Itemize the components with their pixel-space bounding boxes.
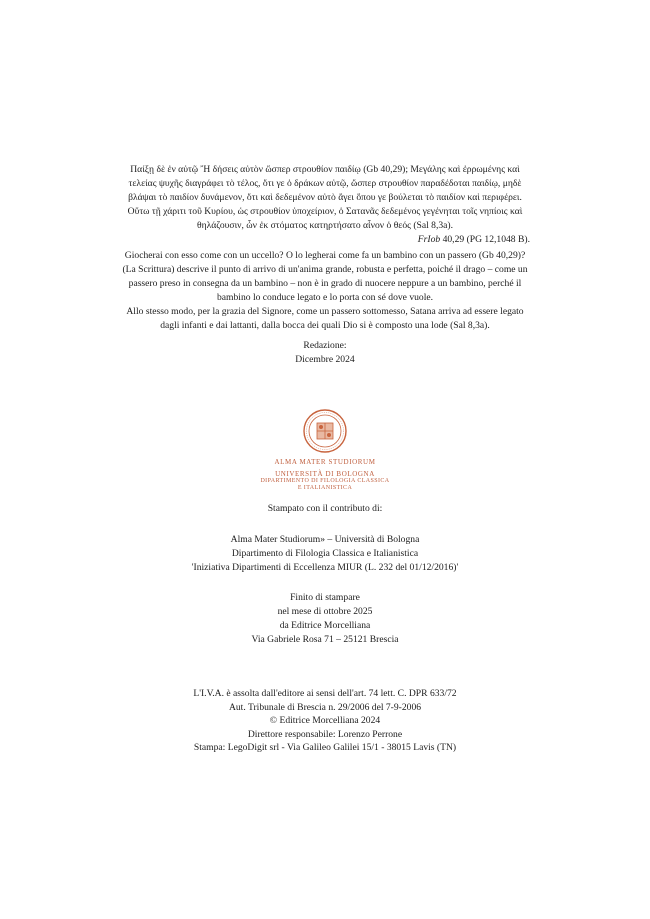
italian-line-3: passero preso in consegna da un bambino – non è in grado di nuocere neppure a un bambino, perché il bbox=[128, 278, 522, 289]
legal-line-5: Stampa: LegoDigit srl - Via Galileo Galilei 15/1 - 38015 Lavis (TN) bbox=[193, 742, 457, 753]
colophon-block bbox=[120, 591, 530, 647]
sponsor-line-3: 'Iniziativa Dipartimenti di Eccellenza MIUR (L. 232 del 01/12/2016)' bbox=[191, 562, 459, 573]
greek-line-4: Οὕτω τῇ χάριτι τοῦ Κυρίου, ὡς στρουθίον ὑποχείριον, ὁ Σατανᾶς δεδεμένος γεγένηται τοῖς νηπίοις καὶ bbox=[127, 206, 523, 217]
legal-line-2: Aut. Tribunale di Brescia n. 29/2006 del 7-9-2006 bbox=[228, 701, 422, 713]
logo-line-4: E ITALIANISTICA bbox=[297, 485, 353, 491]
epigraph-source bbox=[120, 233, 530, 247]
greek-epigraph bbox=[120, 163, 530, 247]
source-work: FrIob bbox=[417, 234, 441, 245]
legal-line-1: L'I.V.A. è assolta dall'editore ai sensi dell'art. 74 lett. C. DPR 633/72 bbox=[193, 688, 457, 699]
italian-translation bbox=[120, 249, 530, 333]
sponsor-line-1: Alma Mater Studiorum» – Università di Bologna bbox=[230, 534, 420, 545]
logo-line-1: ALMA MATER STUDIORUM bbox=[274, 458, 376, 466]
stampato-heading bbox=[120, 502, 530, 516]
stampato-label: Stampato con il contributo di: bbox=[267, 503, 383, 514]
italian-line-1: Giocherai con esso come con un uccello? O lo legherai come fa un bambino con un passero (Gb 40,29)? bbox=[124, 250, 526, 261]
redazione-date: Dicembre 2024 bbox=[295, 354, 355, 365]
redazione-block bbox=[120, 339, 530, 367]
colophon-line-1: Finito di stampare bbox=[290, 592, 360, 603]
greek-line-1: Παίξῃ δὲ ἐν αὐτῷ Ἢ δήσεις αὐτὸν ὥσπερ στρουθίον παιδίῳ (Gb 40,29); Μεγάλης καὶ ἐρρωμένης καὶ bbox=[130, 164, 520, 175]
university-logo bbox=[247, 408, 403, 500]
greek-line-5: θηλάζουσιν, ὧν ἐκ στόματος κατηρτήσατο αἶνον ὁ θεός (Sal 8,3a). bbox=[196, 220, 454, 231]
legal-line-4: Direttore responsabile: Lorenzo Perrone bbox=[247, 728, 403, 740]
greek-line-2: τελείας ψυχῆς διαγράφει τὸ τέλος, ὅτι γε ὁ δράκων αὐτῷ, ὥσπερ στρουθίον παραδέδοται παιδίῳ, μηδὲ bbox=[128, 178, 522, 189]
source-reference: 40,29 (PG 12,1048 B). bbox=[440, 234, 530, 245]
greek-line-3: βλάψαι τὸ παιδίον δυνάμενον, ὅτι καὶ δεδεμένον αὐτὸ ἄγει ὅπου γε βούλεται τὸ παιδίον καὶ περιφέρει. bbox=[128, 192, 522, 203]
logo-line-2: UNIVERSITÀ DI BOLOGNA bbox=[275, 470, 375, 478]
italian-line-2: (La Scrittura) descrive il punto di arrivo di un'anima grande, robusta e perfetta, poiché il drago – come un bbox=[122, 264, 528, 275]
colophon-line-3: da Editrice Morcelliana bbox=[279, 620, 371, 631]
italian-line-5: Allo stesso modo, per la grazia del Signore, come un passero sottomesso, Satana arriva ad essere legato bbox=[126, 306, 524, 317]
sponsor-line-2: Dipartimento di Filologia Classica e Italianistica bbox=[231, 548, 419, 559]
sponsor-block bbox=[120, 533, 530, 575]
colophon-line-4: Via Gabriele Rosa 71 – 25121 Brescia bbox=[251, 634, 399, 645]
university-seal-icon bbox=[302, 408, 348, 454]
logo-line-3: DIPARTIMENTO DI FILOLOGIA CLASSICA bbox=[260, 478, 390, 484]
italian-line-4: bambino lo conduce legato e lo porta con sé dove vuole. bbox=[216, 292, 434, 303]
legal-line-3: © Editrice Morcelliana 2024 bbox=[269, 715, 381, 726]
legal-block bbox=[120, 687, 530, 755]
redazione-label: Redazione: bbox=[303, 340, 347, 351]
italian-line-6: dagli infanti e dai lattanti, dalla bocca dei quali Dio si è composto una lode (Sal 8,3a). bbox=[160, 320, 490, 331]
colophon-line-2: nel mese di ottobre 2025 bbox=[277, 606, 373, 617]
